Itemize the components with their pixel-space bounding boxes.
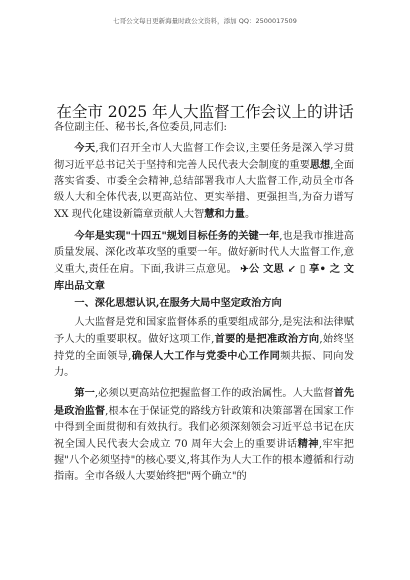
p3-text-a: 人大监督是党和国家监督体系的重要组成部分,是宪法和法律赋予人大的重要职权。做好这项工作, — [54, 317, 354, 346]
paragraph-3 — [54, 315, 354, 381]
p4-text-a: ,必须以更高站位把握监督工作的政治属性。人大监督 — [94, 388, 334, 400]
p4-text-e: ,牢牢把握"八个必须坚持"的核心要义,将其作为人大工作的根本遵循和行动指南。全市各级人大要始终把"两个确立"的 — [54, 438, 354, 482]
paragraph-2 — [54, 228, 354, 295]
p3-bold-d: 确保人大工作与党委中心工作同 — [131, 350, 281, 363]
p4-text-c: ,根本在于保证党的路线方针政策和决策部署在国家工作中得到全面贯彻和有效执行。我们必须深刻领会习近平总书记在庆祝全国人民代表大会成立 70 周年大会上的重要讲话 — [54, 405, 354, 450]
p1-text-a: ,我们召开全市人大监督工作会议,主要任务是深入学习贯彻习近平总书记关于坚持和完善人民代表大会制度的重要 — [54, 143, 355, 172]
p1-lead: 今天 — [74, 142, 96, 155]
paragraph-4 — [54, 385, 354, 485]
p2-lead: 今年是实现"十四五"规划目标任务的关键一年 — [74, 229, 280, 242]
p1-bold-b: 思想 — [309, 159, 331, 172]
paragraph-1 — [54, 140, 354, 223]
page-header: 七哥公文每日更新海量时政公文资料，添加 QQ：2500017509 — [113, 17, 297, 25]
watermark-text: ✈公 文思 ↙ ▯ 享• 之 文库出品文章 — [54, 262, 354, 292]
salutation: 各位副主任、秘书长,各位委员,同志们: — [54, 122, 227, 133]
p3-bold-b: 首要的是把准政治方向 — [214, 333, 320, 346]
p4-lead: 第一 — [74, 387, 95, 400]
p1-text-e: 。 — [244, 209, 256, 221]
p1-text-c: ,全面落实省委、市委全会精神,总结部署我市人大监督工作,动员全市各级人大和全体代表,以更高站位、更实举措、更强担当,为奋力谱写 XX 现代化建设新篇章贡献人大智 — [54, 160, 355, 221]
p4-bold-d: 精神 — [297, 437, 319, 450]
p3-text-e: 频共振、同向发力。 — [54, 351, 355, 379]
p1-bold-d: 慧和力量 — [204, 208, 245, 221]
p3-text-c: ,始终坚持党的全面领导, — [54, 334, 354, 363]
p2-text-a: ,也是我市推进高质量发展、深化改革攻坚的重要一年。做好新时代人大监督工作,意义重大,责任在肩。下面,我讲三点意见。 — [54, 230, 354, 275]
document-title: 在全市 2025 年人大监督工作会议上的讲话 — [56, 103, 354, 121]
section-heading-1: 一、深化思想认识,在服务大局中坚定政治方向 — [74, 296, 282, 309]
p4-bold-b: 首先是政治监督 — [54, 387, 355, 417]
document-body — [54, 120, 354, 485]
